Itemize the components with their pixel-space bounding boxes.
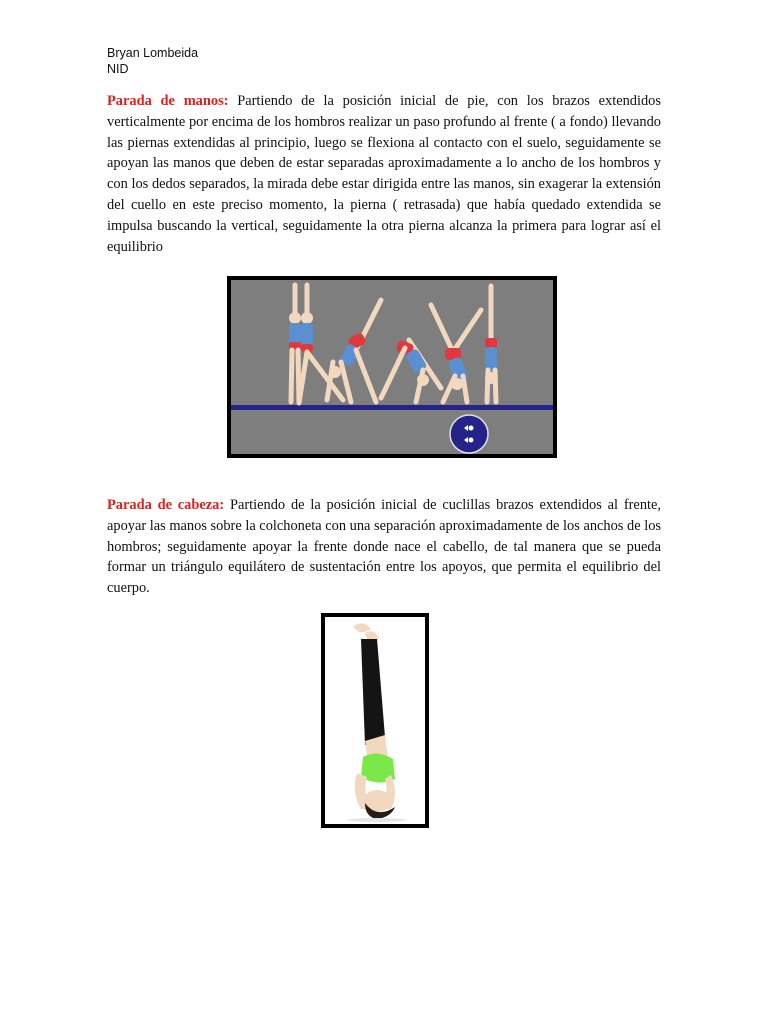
floor-line — [231, 405, 553, 410]
control-button-icon — [450, 415, 488, 453]
author-id: NID — [107, 62, 129, 76]
foot-left — [353, 623, 371, 632]
gymnast-lunge — [299, 285, 343, 403]
gymnast-rising — [381, 340, 441, 402]
foot-right — [365, 631, 379, 640]
headstand-paragraph — [107, 495, 661, 599]
handstand-text: Partiendo de la posición inicial de pie, con los brazos extendidos verticalmente por encima de los hombros realizar un paso profundo al frente ( a fondo) llevando las piernas extendidas al principio, luego se flexiona al contacto con el suelo, seguidamente se apoyan las manos que deben de estar separadas aproximadamente a lo ancho de los hombros y con los dedos separados, la mirada debe estar dirigida entre las manos, sin exagerar la extensión del cuello en este preciso momento, la pierna ( retrasada) que había quedado extendida se impulsa buscando la vertical, seguidamente la otra pierna alcanza la primera para lograr así el equilibrio — [107, 93, 661, 255]
headstand-illustration — [325, 617, 425, 824]
handstand-sequence-illustration — [231, 280, 553, 454]
gymnast-handstand — [485, 286, 497, 402]
handstand-heading: Parada de manos: — [107, 93, 229, 109]
floor-shadow — [347, 818, 407, 822]
headstand-photo — [321, 613, 429, 828]
handstand-paragraph — [107, 91, 661, 257]
legs — [361, 639, 385, 745]
author-name: Bryan Lombeida — [107, 46, 199, 60]
handstand-sequence-figure — [227, 276, 557, 458]
headstand-text: Partiendo de la posición inicial de cuclillas brazos extendidos al frente, apoyar las manos sobre la colchoneta con una separación aproximadamente de los anchos de los hombros; seguidamente apoyar la frente donde nace el cabello, de tal manera que se pueda formar un triángulo equilátero de sustentación entre los apoyos, que permita el equilibrio del cuerpo. — [107, 497, 661, 597]
author-block — [107, 45, 198, 77]
gymnast-standing — [289, 285, 301, 402]
headstand-heading: Parada de cabeza: — [107, 497, 225, 513]
